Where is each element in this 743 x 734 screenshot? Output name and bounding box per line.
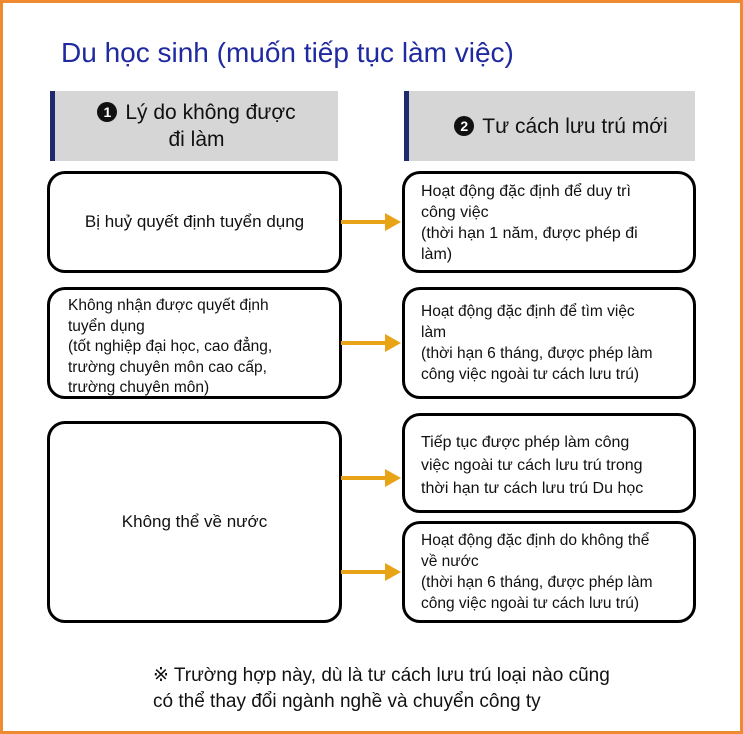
status-box-line: thời hạn tư cách lưu trú Du học <box>421 480 644 497</box>
status-box-line: Hoạt động đặc định để duy trì <box>421 183 631 200</box>
reason-box-cannot-return-text: Không thể về nước <box>121 512 268 531</box>
reason-box-cancelled <box>47 171 342 273</box>
status-box-cannot-return <box>402 521 696 623</box>
reason-box-no-offer-line: trường chuyên môn cao cấp, <box>68 358 267 376</box>
status-box-line: Hoạt động đặc định để tìm việc <box>421 303 635 320</box>
right-arrow-icon <box>341 466 403 490</box>
status-box-line: Hoạt động đặc định do không thể <box>421 532 650 549</box>
header-reason-line1 <box>97 99 295 126</box>
reason-box-cannot-return <box>47 421 342 623</box>
reason-box-cancelled-text: Bị huỷ quyết định tuyển dụng <box>84 212 305 231</box>
right-arrow-icon <box>341 210 403 234</box>
reason-box-no-offer-line: trường chuyên môn) <box>68 379 210 396</box>
status-box-line: công việc ngoài tư cách lưu trú) <box>421 366 640 383</box>
status-box-line: làm) <box>421 246 453 263</box>
footnote-line: ※ Trường hợp này, dù là tư cách lưu trú loại nào cũng <box>153 665 610 686</box>
footnote <box>153 663 610 715</box>
header-new-status-text: Tư cách lưu trú mới <box>482 114 668 138</box>
status-box-maintain-job <box>402 171 696 273</box>
page-title: Du học sinh (muốn tiếp tục làm việc) <box>61 37 514 68</box>
status-box-line: công việc ngoài tư cách lưu trú) <box>421 595 640 612</box>
status-box-line: công việc <box>421 204 489 221</box>
header-reason-text: Lý do không được <box>125 101 296 124</box>
reason-box-no-offer-line: Không nhận được quyết định <box>68 297 269 314</box>
footnote-line: có thể thay đổi ngành nghề và chuyển công ty <box>153 691 541 712</box>
status-box-line: (thời hạn 6 tháng, được phép làm <box>421 345 653 362</box>
status-box-line: (thời hạn 1 năm, được phép đi <box>421 225 638 242</box>
status-box-line: việc ngoài tư cách lưu trú trong <box>421 457 643 474</box>
status-box-continue-work <box>402 413 696 513</box>
status-box-line: về nước <box>421 553 479 570</box>
right-arrow-icon <box>341 331 403 355</box>
header-reason <box>50 91 338 161</box>
number-1-icon: 1 <box>97 102 117 122</box>
header-new-status <box>404 91 695 161</box>
right-arrow-icon <box>341 560 403 584</box>
header-new-status-line <box>454 113 667 140</box>
status-box-job-search <box>402 287 696 399</box>
number-2-icon: 2 <box>454 116 474 136</box>
status-box-line: (thời hạn 6 tháng, được phép làm <box>421 574 653 591</box>
reason-box-no-offer-line: (tốt nghiệp đại học, cao đẳng, <box>68 338 273 355</box>
header-reason-line2: đi làm <box>168 128 225 151</box>
reason-box-no-offer-line: tuyển dụng <box>68 317 145 335</box>
status-box-line: Tiếp tục được phép làm công <box>421 434 630 451</box>
status-box-line: làm <box>421 324 446 341</box>
reason-box-no-offer <box>47 287 342 399</box>
